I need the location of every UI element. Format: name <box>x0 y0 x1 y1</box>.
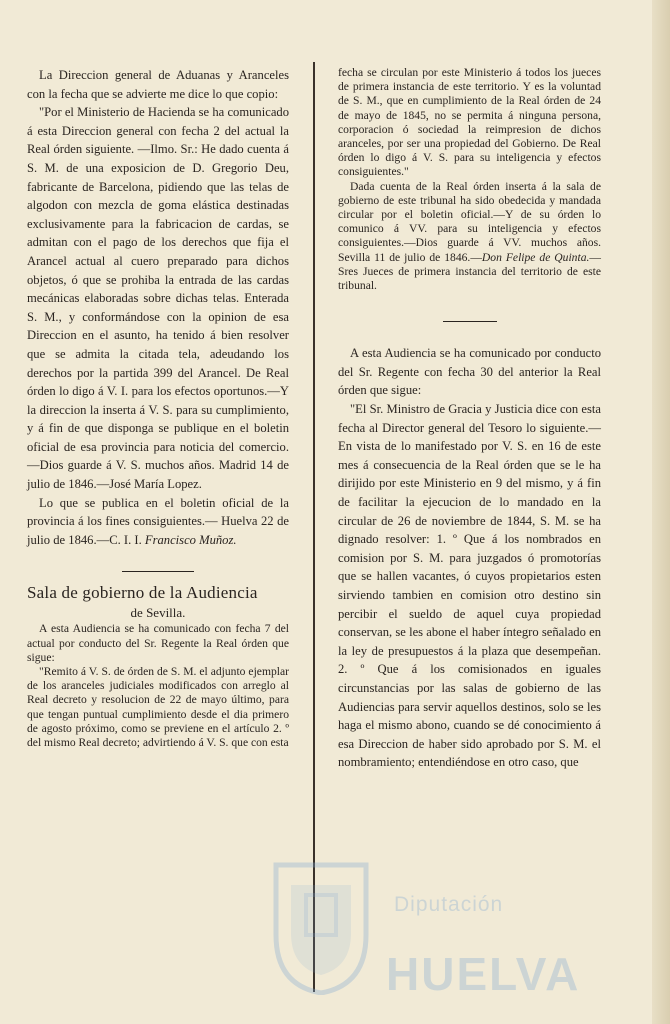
section-divider-right <box>443 321 497 322</box>
paragraph-intro: La Direccion general de Aduanas y Aranceles con la fecha que se advierte me dice lo que copio: <box>27 68 289 101</box>
watermark-top-text: Diputación <box>394 893 504 916</box>
section-subtitle: de Sevilla. <box>130 605 186 621</box>
page-edge <box>652 0 670 1024</box>
publication-text: Lo que se publica en el boletin oficial de la provincia á los fines consiguientes.— Huelva 22 de julio de 1846.—C. I. I. <box>27 495 289 547</box>
paragraph-audiencia-notice: A esta Audiencia se ha comunicado con fecha 7 del actual por conducto del Sr. Regente la Real órden que sigue: <box>27 622 289 664</box>
left-column <box>27 66 289 750</box>
sala-tail: —Sres Jueces de primera instancia del territorio de este tribunal. <box>338 250 601 293</box>
paragraph-gracia-justicia: "El Sr. Ministro de Gracia y Justicia dice con esta fecha al Director general del Tesoro lo siguiente.—En vista de lo manifestado por V. S. en 16 de este mes á consecuencia de la Real órden que se le ha dirijido por este Ministerio en 9 del mismo, y á fin de facilitar la ejecucion de lo mandado en la circular de 26 de noviembre de 1844, S. M. se ha dignado resolver: 1. º Que á los nombrados en comision por S. M. para juzgados ó promotorías que se hallen vacantes, ó cuyos propietarios esten sirviendo tambien en comision otro destino sin percibir el sueldo de aquel cuya propiedad conservan, se les abone el haber íntegro señalado en la ley de presupuestos á la plaza que desempeñan. 2. º Que á los comisionados en iguales circunstancias por las salas de gobierno de las Audiencias para servir aquellos destinos, solo se les haga el mismo abono, cuando se dé conocimiento á esa Direccion de haber sido aprobado por S. M. el nombramiento; entendiéndose en otro caso, que <box>338 402 601 770</box>
right-column <box>338 66 601 772</box>
paragraph-aranceles: "Remito á V. S. de órden de S. M. el adjunto ejemplar de los aranceles judiciales modificados con arreglo al Real decreto y resolucion de 22 de mayo último, para que tengan puntual cumplimiento desde el dia primero de agosto próximo, como se previene en el artículo 2. º del mismo Real decreto; advirtiendo á V. S. que con esta <box>27 665 289 750</box>
section-divider <box>122 571 194 572</box>
paragraph-continuation: fecha se circulan por este Ministerio á todos los jueces de primera instancia de este territorio. Y es la voluntad de S. M., que en cumplimiento de la Real órden de 24 de mayo de 1845, no se permita á ninguna persona, corporacion ó sociedad la reimpresion de dichos aranceles, por ser una propiedad del Gobierno. De Real órden lo digo á V. S. para su inteligencia y efectos consiguientes." <box>338 66 601 179</box>
paragraph-regente-notice: A esta Audiencia se ha comunicado por conducto del Sr. Regente con fecha 30 del anterior la Real órden que sigue: <box>338 346 601 398</box>
signature-felipe-de-quinta: Don Felipe de Quinta. <box>481 250 590 264</box>
column-divider <box>313 62 315 992</box>
archive-watermark <box>266 855 636 1000</box>
paragraph-publication <box>27 494 289 550</box>
coat-of-arms-icon <box>266 855 376 995</box>
signature-francisco-munoz: Francisco Muñoz. <box>144 532 237 547</box>
paragraph-royal-order: "Por el Ministerio de Hacienda se ha comunicado á esta Direccion general con fecha 2 del actual la Real órden siguiente. —Ilmo. Sr.: He dado cuenta á S. M. de una exposicion de D. Gregorio Deu, fabricante de Barcelona, pidiendo que las telas de algodon con mezcla de goma elástica destinadas exclusivamente para la fabricacion de cardas, se admitan con el pago de los derechos que fija el Arancel actual al cuero preparado para dichos objetos, ó que se prohiba la entrada de las cardas mecánicas elaboradas sobre dichas telas. Enterada S. M., y conformándose con la opinion de esa Direccion en el asunto, ha tenido á bien resolver que se admita la citada tela, adeudando los derechos por la partida 399 del Arancel. De Real órden lo digo á V. I. para los efectos oportunos.—Y la direccion la inserta á V. S. para su cumplimiento, y á fin de que disponga se publique en el boletin oficial de esa provincia para noticia del comercio.—Dios guarde á V. S. muchos años. Madrid 14 de julio de 1846.—José María Lopez. <box>27 105 289 492</box>
sala-text: Dada cuenta de la Real órden inserta á la sala de gobierno de este tribunal ha sido obedecida y mandada circular por el boletin oficial.—Y de su órden lo comunico á VV. para su inteligencia y efectos consiguientes.—Dios guarde á VV. muchos años. Sevilla 11 de julio de 1846.— <box>338 179 601 264</box>
section-title: Sala de gobierno de la Audiencia <box>27 583 258 603</box>
paragraph-sala-gobierno <box>338 180 601 294</box>
watermark-huelva-text: HUELVA <box>386 948 581 1000</box>
